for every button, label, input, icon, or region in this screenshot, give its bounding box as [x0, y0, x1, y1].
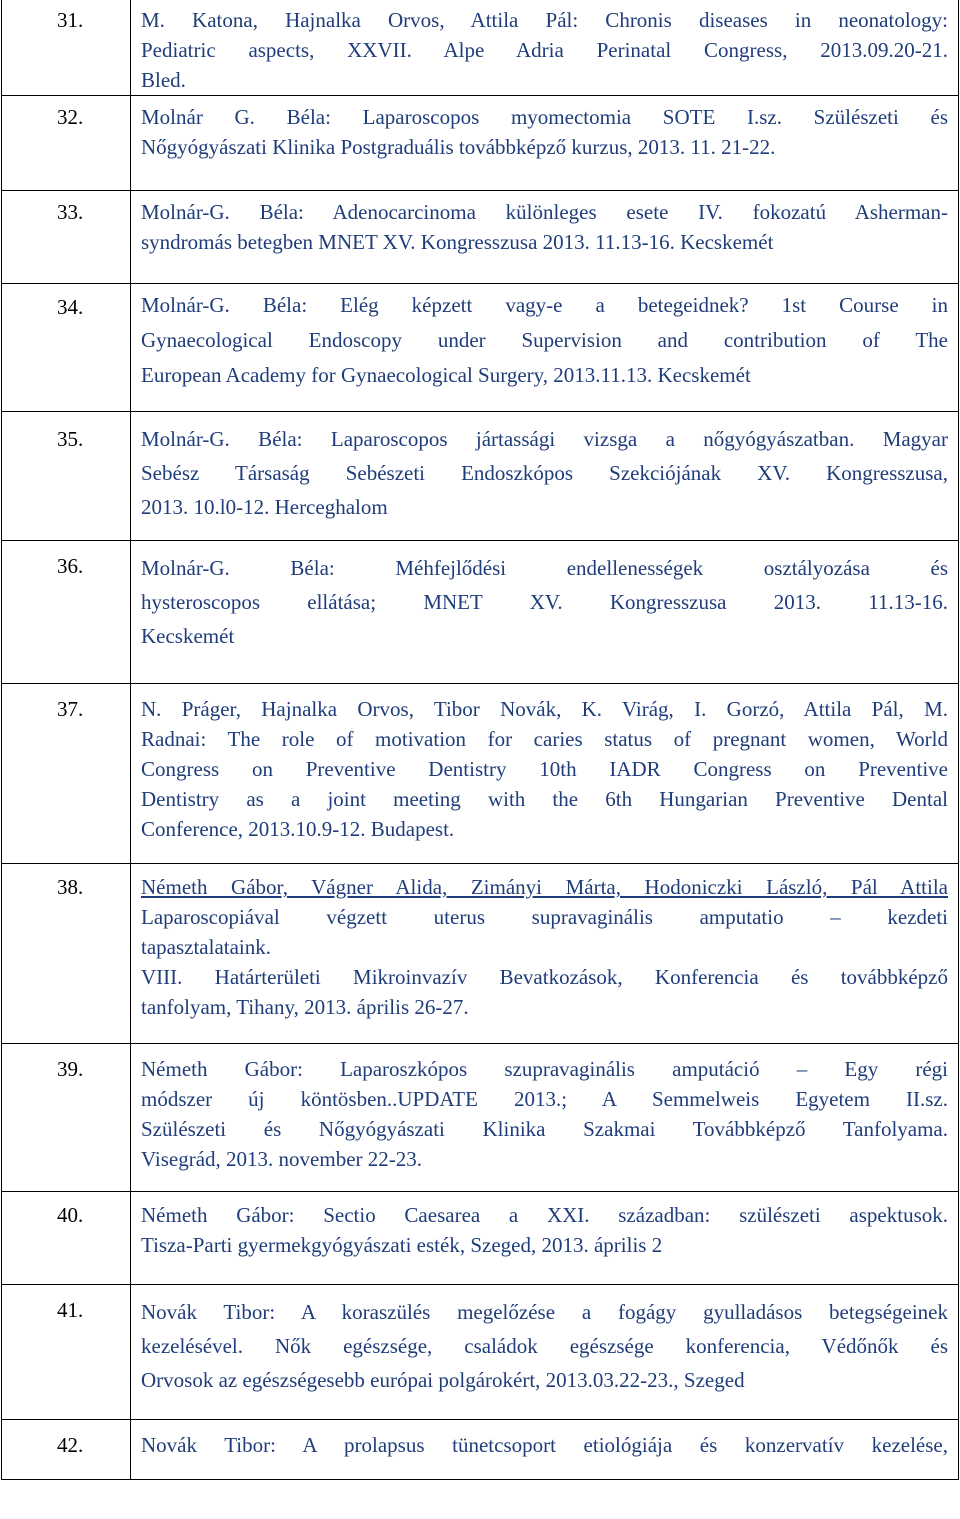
entry-line: Németh Gábor: Sectio Caesarea a XXI. században: szülészeti aspektusok. — [141, 1203, 948, 1227]
entry-line: Dentistry as a joint meeting with the 6th Hungarian Preventive Dental — [141, 787, 948, 811]
entry-number: 41. — [57, 1298, 84, 1322]
entry-number: 34. — [57, 295, 84, 319]
entry-line: Kecskemét — [141, 624, 235, 648]
entry-line: Németh Gábor: Laparoszkópos szupravaginális amputáció – Egy régi — [141, 1057, 948, 1081]
entry-line: Conference, 2013.10.9-12. Budapest. — [141, 817, 455, 841]
entry-line: Gynaecological Endoscopy under Supervision and contribution of The — [141, 328, 948, 352]
entry-number: 37. — [57, 697, 84, 721]
entry-line: Visegrád, 2013. november 22-23. — [141, 1147, 423, 1171]
entry-number: 33. — [57, 200, 84, 224]
entry-number: 42. — [57, 1433, 84, 1457]
table-row — [2, 864, 959, 1044]
entry-line: Pediatric aspects, XXVII. Alpe Adria Perinatal Congress, 2013.09.20-21. — [141, 38, 948, 62]
table-row — [2, 684, 959, 864]
entry-line: syndromás betegben MNET XV. Kongresszusa 2013. 11.13-16. Kecskemét — [141, 230, 774, 254]
entry-line: Molnár-G. Béla: Laparoscopos jártassági vizsga a nőgyógyászatban. Magyar — [141, 427, 948, 451]
entry-line: N. Práger, Hajnalka Orvos, Tibor Novák, K. Virág, I. Gorzó, Attila Pál, M. — [141, 697, 948, 721]
entry-line: tanfolyam, Tihany, 2013. április 26-27. — [141, 995, 469, 1019]
entry-line: Nőgyógyászati Klinika Postgraduális továbbképző kurzus, 2013. 11. 21-22. — [141, 135, 776, 159]
entry-number: 31. — [57, 8, 84, 32]
entry-line: Novák Tibor: A koraszülés megelőzése a fogágy gyulladásos betegségeinek — [141, 1300, 948, 1324]
table-row — [2, 541, 959, 684]
table-row — [2, 96, 959, 191]
table-row — [2, 1285, 959, 1420]
entry-line: Molnár-G. Béla: Elég képzett vagy-e a betegeidnek? 1st Course in — [141, 293, 948, 317]
entry-number: 36. — [57, 554, 84, 578]
table-row — [2, 1044, 959, 1192]
table-row — [2, 191, 959, 284]
entry-line: Radnai: The role of motivation for caries status of pregnant women, World — [141, 727, 948, 751]
entry-line: tapasztalataink. — [141, 935, 272, 959]
entry-line: Molnár-G. Béla: Adenocarcinoma különleges esete IV. fokozatú Asherman- — [141, 200, 948, 224]
table-row — [2, 1192, 959, 1285]
entry-line: Congress on Preventive Dentistry 10th IADR Congress on Preventive — [141, 757, 948, 781]
entry-line: Novák Tibor: A prolapsus tünetcsoport etiológiája és konzervatív kezelése, — [141, 1433, 948, 1457]
entry-line: VIII. Határterületi Mikroinvazív Bevatkozások, Konferencia és továbbképző — [141, 965, 948, 989]
entry-line: Szülészeti és Nőgyógyászati Klinika Szakmai Továbbképző Tanfolyama. — [141, 1117, 948, 1141]
table-row — [2, 412, 959, 541]
entry-number: 32. — [57, 105, 84, 129]
entry-line: Molnár-G. Béla: Méhfejlődési endellenességek osztályozása és — [141, 556, 948, 580]
entry-line: M. Katona, Hajnalka Orvos, Attila Pál: Chronis diseases in neonatology: — [141, 8, 948, 32]
entry-line: 2013. 10.l0-12. Herceghalom — [141, 495, 388, 519]
entry-line: Molnár G. Béla: Laparoscopos myomectomia SOTE I.sz. Szülészeti és — [141, 105, 948, 129]
table-row — [2, 284, 959, 412]
entry-line: Bled. — [141, 68, 186, 92]
entry-number: 35. — [57, 427, 84, 451]
table-row — [2, 1420, 959, 1480]
entry-number: 38. — [57, 875, 84, 899]
entry-line: European Academy for Gynaecological Surgery, 2013.11.13. Kecskemét — [141, 363, 751, 387]
table-row — [2, 0, 959, 96]
entry-number: 39. — [57, 1057, 84, 1081]
entry-line: Orvosok az egészségesebb európai polgárokért, 2013.03.22-23., Szeged — [141, 1368, 745, 1392]
entry-line: Tisza-Parti gyermekgyógyászati esték, Szeged, 2013. április 2 — [141, 1233, 663, 1257]
entry-line: módszer új köntösben..UPDATE 2013.; A Semmelweis Egyetem II.sz. — [141, 1087, 948, 1111]
reference-table — [1, 0, 959, 1480]
entry-line: Sebész Társaság Sebészeti Endoszkópos Szekciójának XV. Kongresszusa, — [141, 461, 948, 485]
entry-line: Németh Gábor, Vágner Alida, Zimányi Márta, Hodoniczki László, Pál Attila — [141, 875, 948, 899]
entry-line: hysteroscopos ellátása; MNET XV. Kongresszusa 2013. 11.13-16. — [141, 590, 948, 614]
entry-line: Laparoscopiával végzett uterus supravaginális amputatio – kezdeti — [141, 905, 948, 929]
entry-number: 40. — [57, 1203, 84, 1227]
entry-line: kezelésével. Nők egészsége, családok egészsége konferencia, Védőnők és — [141, 1334, 948, 1358]
